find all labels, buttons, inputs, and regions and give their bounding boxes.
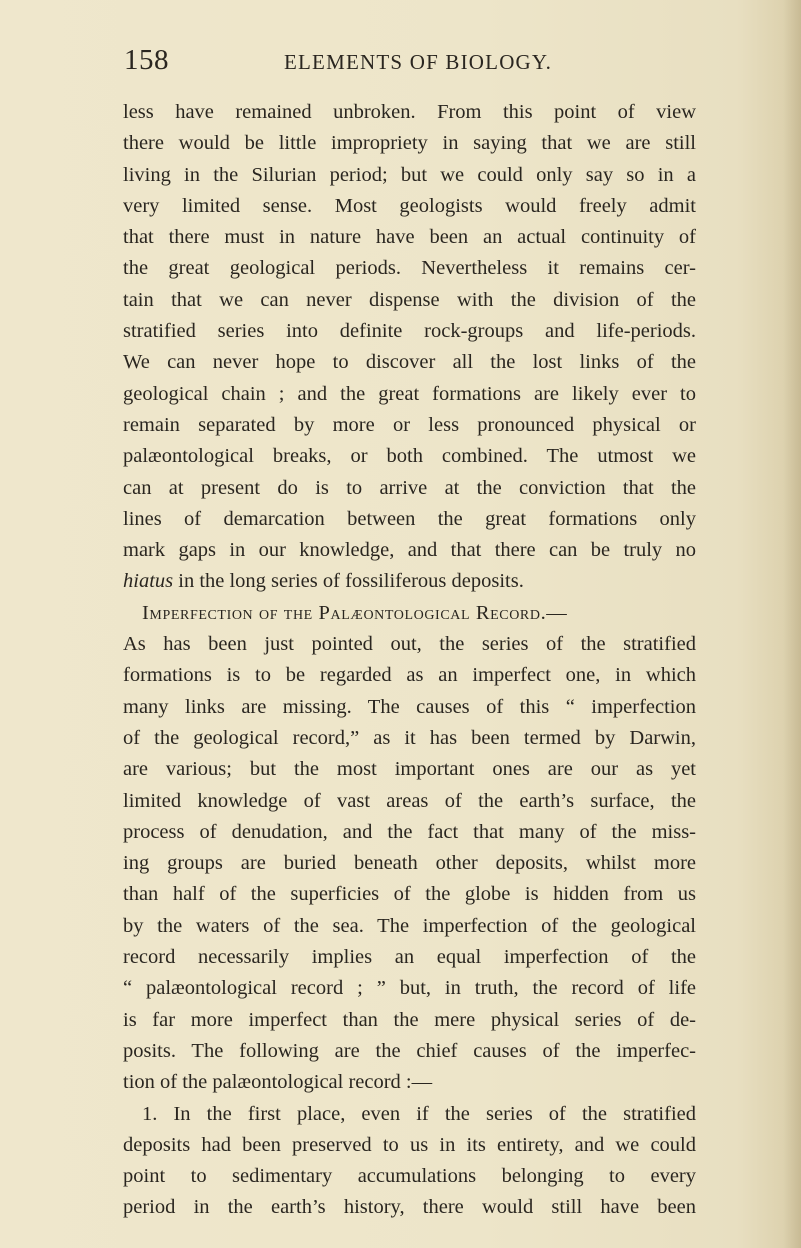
text-line: process of denudation, and the fact that many of the miss- [123, 820, 696, 843]
text-line: than half of the superficies of the globe is hidden from us [123, 883, 696, 906]
text-line: “ palæontological record ; ” but, in truth, the record of life [123, 977, 696, 1000]
text-line: lines of demarcation between the great formations only [123, 507, 696, 530]
text-line: remain separated by more or less pronounced physical or [123, 413, 696, 436]
text-line: tion of the palæontological record :— [123, 1071, 433, 1094]
text-line: many links are missing. The causes of this “ imperfection [123, 695, 696, 718]
text-line: period in the earth’s history, there would still have been [123, 1196, 696, 1219]
text-line: there would be little impropriety in saying that we are still [123, 132, 696, 155]
running-head: ELEMENTS OF BIOLOGY. [284, 50, 553, 74]
text-line: palæontological breaks, or both combined. The utmost we [123, 445, 696, 468]
hiatus-word: hiatus [123, 570, 174, 593]
text-line: very limited sense. Most geologists would freely admit [123, 194, 696, 217]
text-line: As has been just pointed out, the series of the stratified [123, 633, 696, 656]
text-line: mark gaps in our knowledge, and that there can be truly no [123, 539, 696, 562]
text-line: geological chain ; and the great formations are likely ever to [123, 382, 696, 405]
text-line: is far more imperfect than the mere physical series of de- [123, 1008, 696, 1031]
text-line: of the geological record,” as it has been termed by Darwin, [123, 726, 696, 749]
text-line: living in the Silurian period; but we could only say so in a [123, 163, 696, 186]
numbered-paragraph-start: 1. In the first place, even if the series of the stratified [142, 1102, 696, 1125]
text-line: formations is to be regarded as an imperfect one, in which [123, 664, 696, 687]
text-line: are various; but the most important ones are our as yet [123, 758, 696, 781]
text-line-hiatus [123, 566, 696, 597]
hiatus-rest: in the long series of fossiliferous deposits. [173, 570, 524, 593]
text-line: limited knowledge of vast areas of the earth’s surface, the [123, 789, 696, 812]
text-line: can at present do is to arrive at the conviction that the [123, 476, 696, 499]
text-line: stratified series into definite rock-groups and life-periods. [123, 320, 696, 343]
section-heading: Imperfection of the Palæontological Record.— [142, 601, 568, 624]
text-line: less have remained unbroken. From this point of view [123, 101, 696, 123]
page-header [124, 44, 684, 84]
text-line: tain that we can never dispense with the division of the [123, 288, 696, 311]
page-edge-shadow [783, 0, 801, 1248]
text-line: that there must in nature have been an actual continuity of [123, 226, 696, 249]
text-line: the great geological periods. Nevertheless it remains cer- [123, 257, 696, 280]
text-line: ing groups are buried beneath other deposits, whilst more [123, 852, 696, 875]
text-line: posits. The following are the chief causes of the imperfec- [123, 1039, 696, 1062]
page-number: 158 [124, 44, 169, 76]
text-line: by the waters of the sea. The imperfection of the geological [123, 914, 696, 937]
text-line: deposits had been preserved to us in its entirety, and we could [123, 1133, 696, 1156]
text-line: We can never hope to discover all the lost links of the [123, 351, 696, 374]
body-text [123, 97, 696, 1224]
text-line: point to sedimentary accumulations belonging to every [123, 1165, 696, 1188]
text-line: record necessarily implies an equal imperfection of the [123, 946, 696, 969]
